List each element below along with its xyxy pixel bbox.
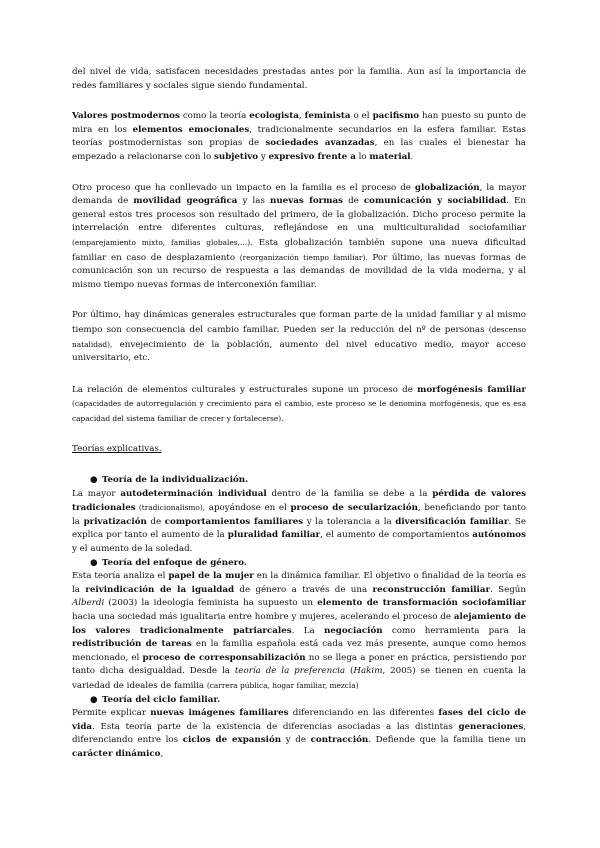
paragraph-intro: del nivel de vida, satisfacen necesidades prestadas antes por la familia. Aun así la importancia de redes familiares y sociales sigue siendo fundamental. [72,67,526,91]
bullet-icon: ● [90,475,98,486]
document-page [72,66,526,762]
bullet-icon: ● [90,557,98,568]
bullet-heading-family-cycle: ● Teoría del ciclo familiar. [72,694,526,708]
bullet-icon: ● [90,694,98,705]
paragraph-individualization: La mayor autodeterminación individual dentro de la familia se debe a la pérdida de valores tradicionales (tradicionalismo), apoyándose en el proceso de secularización, beneficiando por tanto la privatización de comportamientos familiares y la tolerancia a la diversificación familiar. Se explica por tanto el aumento de la pluralidad familiar, el aumento de comportamientos autónomos y el aumento de la soledad. [72,488,527,555]
section-heading-theories: Teorías explicativas. [72,444,162,455]
bullet-heading-individualization: ● Teoría de la individualización. [72,474,526,488]
paragraph-structural-dynamics: Por último, hay dinámicas generales estructurales que forman parte de la unidad familiar y al mismo tiempo son consecuencia del cambio familiar. Pueden ser la reducción del nº de personas (descenso natalidad), envejecimiento de la población, aumento del nivel educativo medio, mayor acceso universitario, etc. [72,310,526,364]
paragraph-gender: Esta teoría analiza el papel de la mujer en la dinámica familiar. El objetivo o finalidad de la teoría es la reivindicación de la igualdad de género a través de una reconstrucción familiar. Según Alberdi (2003) la ideología feminista ha supuesto un elemento de transformación sociofamiliar hacia una sociedad más igualitaria entre hombre y mujeres, acelerando el proceso de alejamiento de los valores tradicionalmente patriarcales. La negociación como herramienta para la redistribución de tareas en la familia española está cada vez más presente, aunque como hemos mencionado, el proceso de corresponsabilización no se llega a poner en práctica, persistiendo por tanto dicha desigualdad. Desde la teoría de la preferencia (Hakim, 2005) se tienen en cuenta la variedad de ideales de familia (carrera pública, hogar familiar, mezcla) [72,571,527,691]
bullet-heading-gender: ● Teoría del enfoque de género. [72,557,526,571]
paragraph-postmodern-values: Valores postmodernos como la teoría ecologista, feminista o el pacifismo han puesto su punto de mira en los elementos emocionales, tradicionalmente secundarios en la esfera familiar. Estas teorías postmodernistas son propias de sociedades avanzadas, en las cuales el bienestar ha empezado a relacionarse con lo subjetivo y expresivo frente a lo material. [72,111,526,162]
paragraph-morphogenesis: La relación de elementos culturales y estructurales supone un proceso de morfogénesis familiar (capacidades de autorregulación y crecimiento para el cambio, este proceso se le denomina morfogénesis, que es esa capacidad del sistema familiar de crecer y fortalecerse). [72,384,526,423]
paragraph-globalization: Otro proceso que ha conllevado un impacto en la familia es el proceso de globalización, la mayor demanda de movilidad geográfica y las nuevas formas de comunicación y sociabilidad. En general estos tres procesos son resultado del primero, de la globalización. Dicho proceso permite la interrelación entre diferentes culturas, reflejándose en una multiculturalidad sociofamiliar (emparejamiento mixto, familias globales,…). Esta globalización también supone una nueva dificultad familiar en caso de desplazamiento (reorganización tiempo familiar). Por último, las nuevas formas de comunicación son un recurso de respuesta a las demandas de movilidad de la vida moderna, y al mismo tiempo nuevas formas de interconexión familiar. [72,182,527,290]
paragraph-family-cycle: Permite explicar nuevas imágenes familiares diferenciando en las diferentes fases del ciclo de vida. Esta teoría parte de la existencia de diferencias asociadas a las distintas generaciones, diferenciando entre los ciclos de expansión y de contracción. Defiende que la familia tiene un carácter dinámico, [72,708,527,759]
